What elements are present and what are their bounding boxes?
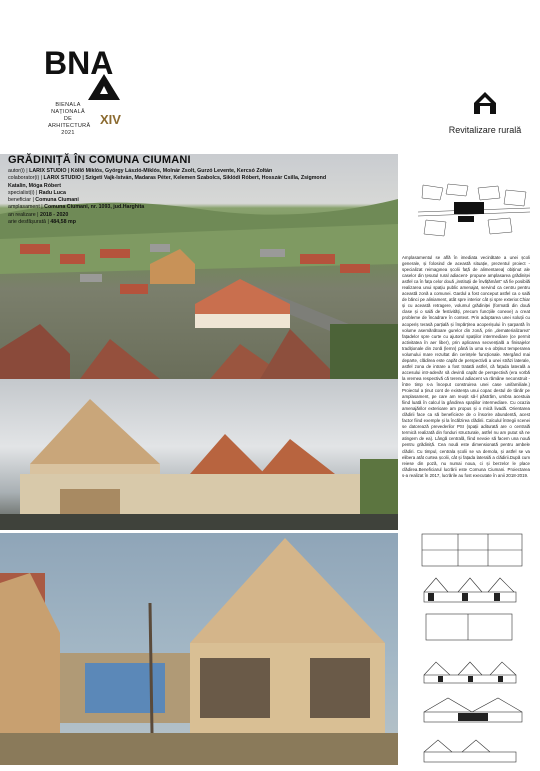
architectural-drawings [418,530,530,770]
meta-area: arie desfășurată | 484,58 mp [8,219,76,226]
project-title: GRĂDINIȚĂ ÎN COMUNA CIUMANI [8,154,191,166]
logo-edition: XIV [100,112,121,127]
logo-subtitle-4: ARHITECTURĂ [48,123,91,129]
meta-location: amplasament | Comuna Ciumani, nr. 1093, jud.Harghita [8,204,145,211]
meta-beneficiary: beneficiar | Comuna Ciumani [8,197,79,204]
meta-specialists: specialist(i) | Radu Luca [8,189,66,196]
project-meta [8,168,338,226]
meta-years: an realizare | 2018 - 2020 [8,211,69,218]
meta-collaborators: colaborator(i) | LARIX STUDIO | Szigeti Vajk-István, Madaras Péter, Kelemen Szabolcs, Siklódi Róbert, Hosszár Csilla, Zsigmond Katalin, Möga Róbert [8,175,327,189]
building-closeup-photo [0,533,398,765]
project-description: Amplasamentul se află în imediata vecinătate a unei școli generale, și folosind de această situație, prezentul proiect -specializat reimagınea școlii față de alimentarea| obiținut ale caselor din țesutul rural adiacent- propune amplasarea grădiniței astfel ca în fața celor două „instituții de învățământ” să fie posibilă realizarea unui spațiu public amenajat, servind ca centru pentru această zonă a comunei. Gardul a fost conceput astfel ca o sală de bănci pe aliniament, atât spre interior cât și spre exterior.Chiar și cu această retragere, volumul grădiniței (formată din două clase și o sală de festivități, precum funcțiile conexe) a creat probleme de încadrare în context. Prin adoptarea unei soluții cu acoperiș terasă parțială și împărțirea acoperișului în șarpantă în volume asemănătoare gurelor din zonă, prin „dematerializarea” fațadelor spre curte cu ajutorul spațiilor intermediare (ce permit activitatea în aer liber), prin aplicarea secvențială a finisajelor tradiționale din zonă (lemn) până la uma s-a obținut temperarea volumului mare rezultat din cerințele funcționale. Mergând mai departe, clădirea este capăt de perspectivă a unei străzi laterale, astfel zona de intrare a fost tratată astfel, că fațada laterală a accesului intr-adevăr să devină capăt de perspectivă (era vorbă la vremea respectivă că terenul adiacent va rămâne neconstruit - între timp s-a început construirea unei case unifamiliale.) Proiectul a ținut cont de existența unui copac destul de tânăr pe amplasament, pe care am reușit să-l păstrăm, umbra acestuia fiind luată în calcul la gândirea spațiilor intermediare. Cu ocazia amenajărilor exterioare am propus și o mică livadă. Orientarea clădirii face ca să beneficieze de o însorire abundentă, acest factor fiind exemple și la încălzirea clădirii. Calculul întregii scenei se datorează prevederilor PSI (spații aditurată are o centrală termică realizată din fonduri structurale, astfel nu am putut să ne atingem de ea). Lângă centrală, fiind nevoie să facem una nouă pentru grădiniță. Cea nouă este dimensionată pentru ambele clădiri. Cu timpul, centrala școlii se va demola, și astfel se va elibera atât curtea școlii, cât și fațada laterală a clădirii.După cum reiese din poză, nu numai noua, ci și berzelor le place clădirea.Beneficiarul lucrării este Comuna Ciumani. Proiectarea s-a realizat în 2017, lucrările au fost executate în anii 2018-2019. [402,255,530,478]
bna-logo [44,44,124,134]
meta-authors: autor(i) | LARIX STUDIO | Köllő Miklós, György László-Miklós, Molnár Zsolt, Gurzó Levente, Kercsó Zoltán [8,168,273,174]
bna-logo-mark [44,44,124,104]
logo-subtitle-5: 2021 [61,130,75,136]
category-badge [444,90,526,135]
category-label: Revitalizare rurală [448,125,522,135]
logo-subtitle-2: NAȚIONALĂ [51,109,85,115]
house-icon [472,90,498,116]
site-plan-drawing [418,180,530,248]
logo-letters: BNA [44,45,114,81]
building-front-photo [0,379,398,530]
logo-subtitle-3: DE [63,116,73,122]
logo-subtitle-1: BIENALA [55,102,81,108]
